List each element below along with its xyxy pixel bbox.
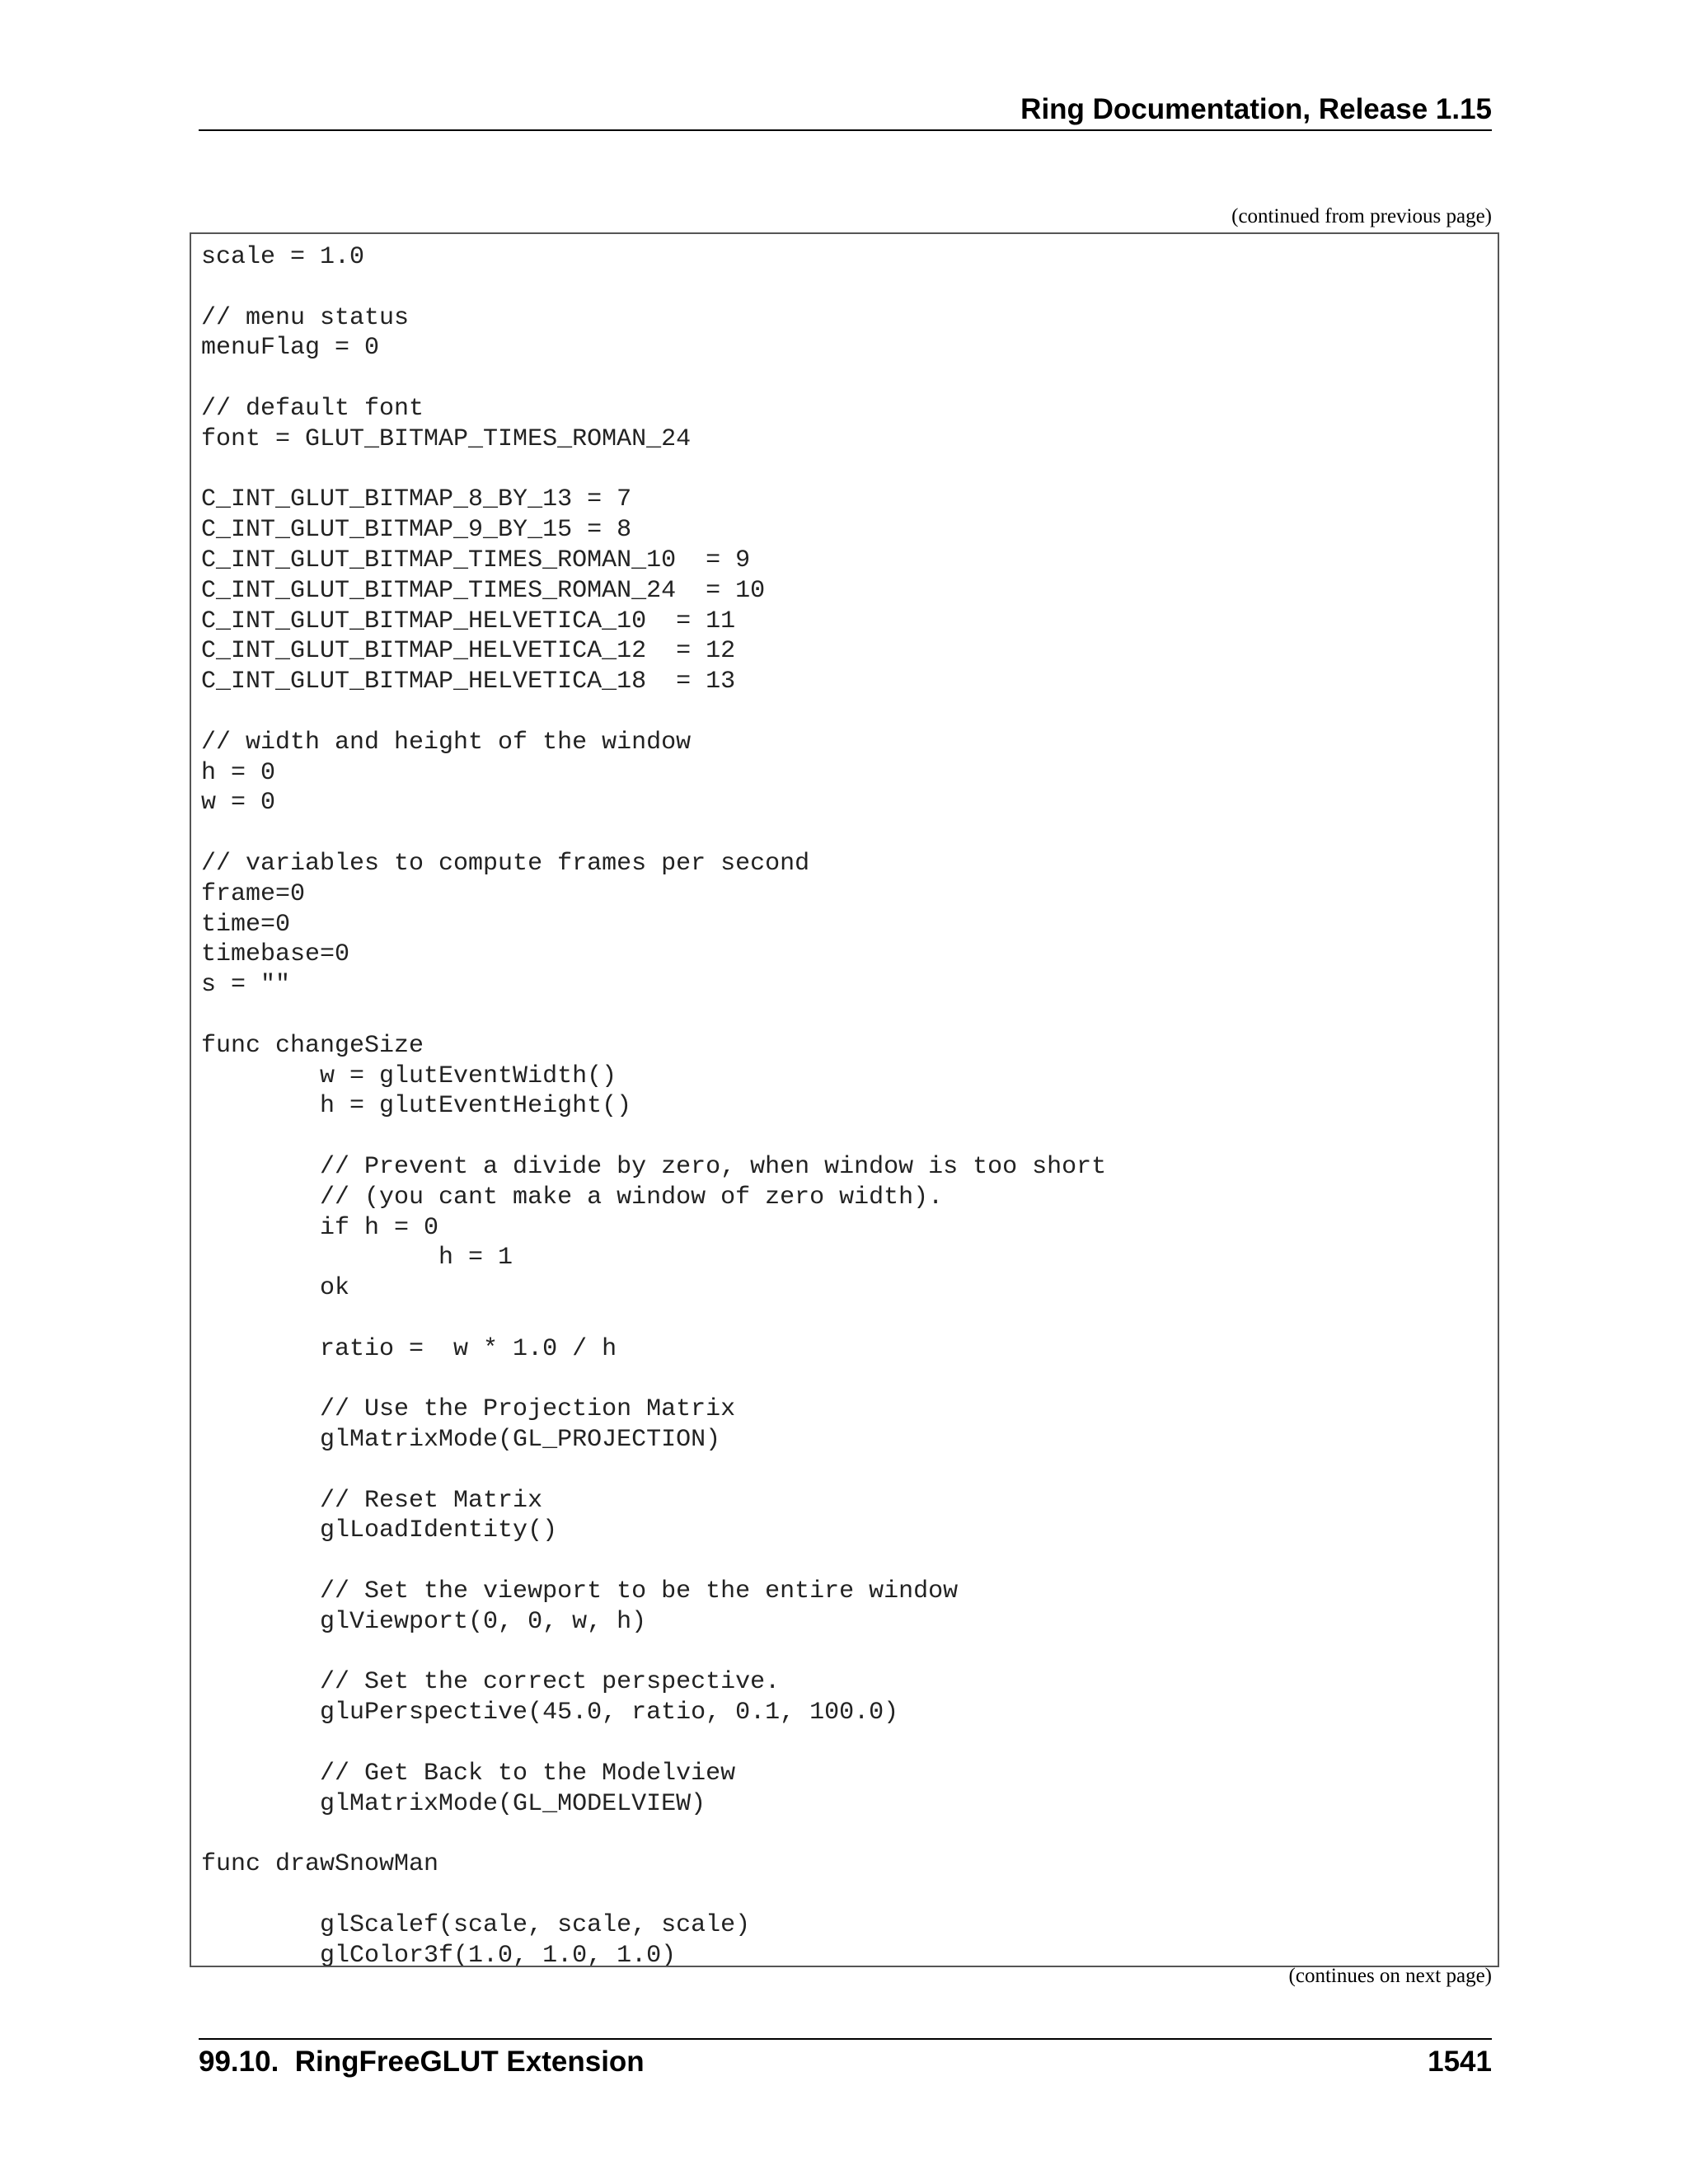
- code-line: if h = 0: [201, 1213, 439, 1242]
- code-line: C_INT_GLUT_BITMAP_HELVETICA_18 = 13: [201, 668, 736, 696]
- code-line: // Set the correct perspective.: [201, 1668, 781, 1697]
- code-line: font = GLUT_BITMAP_TIMES_ROMAN_24: [201, 424, 692, 453]
- code-line: [201, 273, 1498, 303]
- code-line: glMatrixMode(GL_MODELVIEW): [201, 1789, 706, 1818]
- code-line: h = 0: [201, 758, 276, 787]
- code-line: [201, 1546, 1498, 1577]
- code-line: func changeSize: [201, 1031, 424, 1060]
- footer-section-title: 99.10. RingFreeGLUT Extension: [199, 2046, 645, 2078]
- code-line: [201, 818, 1498, 849]
- continued-from-note: (continued from previous page): [1231, 205, 1492, 227]
- code-line: w = 0: [201, 789, 276, 818]
- code-line: h = glutEventHeight(): [201, 1092, 632, 1121]
- code-line: s = "": [201, 971, 291, 1000]
- code-line: [201, 455, 1498, 485]
- code-line: glViewport(0, 0, w, h): [201, 1607, 647, 1636]
- code-line: // Prevent a divide by zero, when window is too short: [201, 1152, 1107, 1181]
- code-line: [201, 1728, 1498, 1759]
- code-line: glLoadIdentity(): [201, 1516, 558, 1545]
- header-divider: [199, 129, 1492, 131]
- code-line: C_INT_GLUT_BITMAP_TIMES_ROMAN_10 = 9: [201, 546, 751, 574]
- code-line: scale = 1.0: [201, 243, 365, 271]
- code-line: [201, 1455, 1498, 1486]
- code-line: C_INT_GLUT_BITMAP_8_BY_13 = 7: [201, 485, 632, 514]
- code-line: [201, 363, 1498, 394]
- continues-on-note: (continues on next page): [1288, 1965, 1492, 1987]
- code-line: [201, 1364, 1498, 1394]
- code-line: time=0: [201, 910, 291, 939]
- code-line: w = glutEventWidth(): [201, 1062, 617, 1090]
- code-line: // Set the viewport to be the entire window: [201, 1577, 959, 1606]
- code-line: menuFlag = 0: [201, 334, 380, 363]
- code-line: [201, 697, 1498, 728]
- code-line: [201, 1819, 1498, 1849]
- code-line: // menu status: [201, 303, 410, 332]
- code-line: glColor3f(1.0, 1.0, 1.0): [201, 1941, 677, 1967]
- code-line: // width and height of the window: [201, 728, 692, 757]
- code-line: // Use the Projection Matrix: [201, 1395, 736, 1424]
- code-line: // (you cant make a window of zero width).: [201, 1183, 944, 1212]
- code-line: h = 1: [201, 1244, 513, 1272]
- page-number: 1541: [1428, 2046, 1492, 2078]
- code-line: C_INT_GLUT_BITMAP_9_BY_15 = 8: [201, 516, 632, 545]
- code-line: ratio = w * 1.0 / h: [201, 1334, 617, 1363]
- page-header-title: Ring Documentation, Release 1.15: [1020, 93, 1492, 125]
- code-line: [201, 1001, 1498, 1031]
- code-line: [201, 1880, 1498, 1910]
- code-line: glMatrixMode(GL_PROJECTION): [201, 1426, 721, 1455]
- code-line: ok: [201, 1274, 350, 1303]
- code-line: [201, 1638, 1498, 1668]
- code-line: timebase=0: [201, 940, 350, 969]
- code-line: gluPerspective(45.0, ratio, 0.1, 100.0): [201, 1699, 899, 1727]
- code-line: C_INT_GLUT_BITMAP_TIMES_ROMAN_24 = 10: [201, 576, 766, 605]
- code-line: [201, 1304, 1498, 1334]
- code-line: // Reset Matrix: [201, 1486, 543, 1515]
- code-line: frame=0: [201, 879, 306, 908]
- code-line: // default font: [201, 394, 424, 423]
- code-line: [201, 1122, 1498, 1152]
- footer-divider: [199, 2038, 1492, 2040]
- code-line: func drawSnowMan: [201, 1850, 439, 1879]
- code-line: C_INT_GLUT_BITMAP_HELVETICA_10 = 11: [201, 607, 736, 635]
- code-block: [190, 232, 1499, 1967]
- code-line: // Get Back to the Modelview: [201, 1759, 736, 1788]
- code-line: // variables to compute frames per second: [201, 849, 810, 878]
- code-line: glScalef(scale, scale, scale): [201, 1910, 751, 1939]
- code-line: C_INT_GLUT_BITMAP_HELVETICA_12 = 12: [201, 637, 736, 666]
